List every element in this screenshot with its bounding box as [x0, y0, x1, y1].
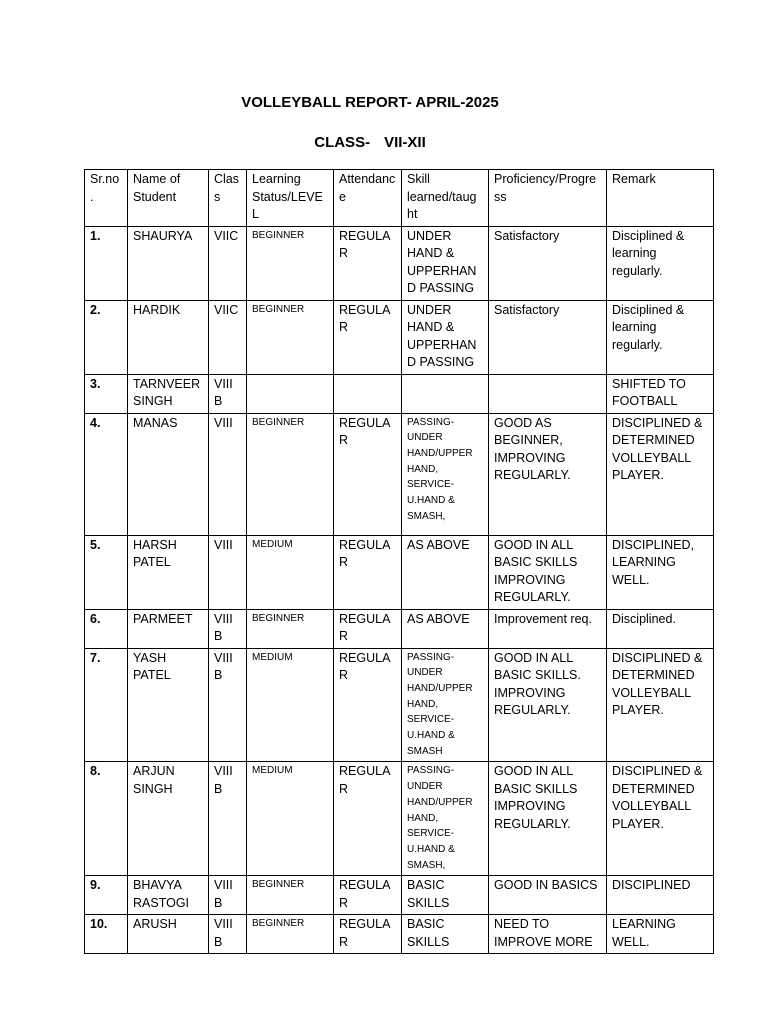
- cell-class: VIII B: [209, 762, 247, 876]
- cell-learning-level: BEGINNER: [247, 300, 334, 374]
- cell-proficiency: Satisfactory: [489, 300, 607, 374]
- cell-proficiency: NEED TO IMPROVE MORE: [489, 915, 607, 954]
- cell-attendance: REGULAR: [334, 915, 402, 954]
- cell-proficiency: GOOD IN ALL BASIC SKILLS IMPROVING REGULARLY.: [489, 535, 607, 609]
- cell-attendance: REGULAR: [334, 609, 402, 648]
- cell-remark: LEARNING WELL.: [607, 915, 714, 954]
- cell-learning-level: BEGINNER: [247, 609, 334, 648]
- cell-sr-no: 4.: [85, 413, 128, 535]
- cell-attendance: REGULAR: [334, 535, 402, 609]
- class-value: VII-XII: [384, 134, 426, 151]
- cell-remark: DISCIPLINED & DETERMINED VOLLEYBALL PLAYER.: [607, 762, 714, 876]
- cell-student-name: PARMEET: [128, 609, 209, 648]
- cell-learning-level: [247, 374, 334, 413]
- cell-remark: DISCIPLINED & DETERMINED VOLLEYBALL PLAYER.: [607, 413, 714, 535]
- cell-proficiency: GOOD IN ALL BASIC SKILLS IMPROVING REGULARLY.: [489, 762, 607, 876]
- cell-class: VIII B: [209, 876, 247, 915]
- cell-remark: SHIFTED TO FOOTBALL: [607, 374, 714, 413]
- cell-skill: PASSING-UNDER HAND/UPPER HAND, SERVICE-U.HAND & SMASH,: [402, 762, 489, 876]
- cell-student-name: YASH PATEL: [128, 648, 209, 762]
- cell-remark: DISCIPLINED: [607, 876, 714, 915]
- cell-attendance: REGULAR: [334, 226, 402, 300]
- cell-sr-no: 5.: [85, 535, 128, 609]
- cell-remark: Disciplined.: [607, 609, 714, 648]
- cell-sr-no: 1.: [85, 226, 128, 300]
- cell-attendance: REGULAR: [334, 300, 402, 374]
- cell-skill: BASIC SKILLS: [402, 915, 489, 954]
- cell-skill: AS ABOVE: [402, 535, 489, 609]
- cell-student-name: TARNVEER SINGH: [128, 374, 209, 413]
- cell-student-name: HARDIK: [128, 300, 209, 374]
- cell-skill: UNDER HAND & UPPERHAND PASSING: [402, 300, 489, 374]
- cell-sr-no: 9.: [85, 876, 128, 915]
- cell-class: VIII: [209, 535, 247, 609]
- table-row: [85, 876, 714, 915]
- table-row: [85, 535, 714, 609]
- cell-class: VIIC: [209, 226, 247, 300]
- cell-student-name: BHAVYA RASTOGI: [128, 876, 209, 915]
- header-class: Class: [209, 170, 247, 227]
- cell-proficiency: GOOD AS BEGINNER, IMPROVING REGULARLY.: [489, 413, 607, 535]
- cell-learning-level: BEGINNER: [247, 413, 334, 535]
- report-title: VOLLEYBALL REPORT- APRIL-2025: [241, 94, 499, 111]
- cell-student-name: SHAURYA: [128, 226, 209, 300]
- header-skill: Skill learned/taught: [402, 170, 489, 227]
- header-sr-no: Sr.no.: [85, 170, 128, 227]
- table-row: [85, 226, 714, 300]
- cell-learning-level: MEDIUM: [247, 648, 334, 762]
- cell-skill: AS ABOVE: [402, 609, 489, 648]
- header-student-name: Name of Student: [128, 170, 209, 227]
- cell-remark: DISCIPLINED, LEARNING WELL.: [607, 535, 714, 609]
- cell-attendance: REGULAR: [334, 648, 402, 762]
- cell-remark: DISCIPLINED & DETERMINED VOLLEYBALL PLAYER.: [607, 648, 714, 762]
- cell-remark: Disciplined & learning regularly.: [607, 300, 714, 374]
- class-label: CLASS-: [314, 134, 371, 151]
- cell-student-name: ARUSH: [128, 915, 209, 954]
- header-remark: Remark: [607, 170, 714, 227]
- table-row: [85, 609, 714, 648]
- table-row: [85, 300, 714, 374]
- cell-learning-level: BEGINNER: [247, 915, 334, 954]
- cell-proficiency: Satisfactory: [489, 226, 607, 300]
- cell-student-name: HARSH PATEL: [128, 535, 209, 609]
- cell-learning-level: MEDIUM: [247, 535, 334, 609]
- cell-proficiency: Improvement req.: [489, 609, 607, 648]
- cell-class: VIII B: [209, 648, 247, 762]
- report-table: [84, 169, 714, 954]
- cell-proficiency: GOOD IN BASICS: [489, 876, 607, 915]
- cell-sr-no: 8.: [85, 762, 128, 876]
- cell-class: VIII B: [209, 609, 247, 648]
- cell-proficiency: GOOD IN ALL BASIC SKILLS. IMPROVING REGULARLY.: [489, 648, 607, 762]
- cell-class: VIIC: [209, 300, 247, 374]
- cell-class: VIII B: [209, 915, 247, 954]
- cell-learning-level: BEGINNER: [247, 876, 334, 915]
- cell-sr-no: 7.: [85, 648, 128, 762]
- cell-attendance: REGULAR: [334, 413, 402, 535]
- cell-sr-no: 10.: [85, 915, 128, 954]
- class-heading: [0, 134, 740, 151]
- cell-attendance: [334, 374, 402, 413]
- header-proficiency: Proficiency/Progress: [489, 170, 607, 227]
- cell-class: VIII B: [209, 374, 247, 413]
- cell-sr-no: 3.: [85, 374, 128, 413]
- table-row: [85, 413, 714, 535]
- cell-skill: BASIC SKILLS: [402, 876, 489, 915]
- cell-learning-level: BEGINNER: [247, 226, 334, 300]
- table-row: [85, 762, 714, 876]
- cell-skill: PASSING-UNDER HAND/UPPER HAND, SERVICE-U.HAND & SMASH,: [402, 413, 489, 535]
- cell-student-name: ARJUN SINGH: [128, 762, 209, 876]
- cell-proficiency: [489, 374, 607, 413]
- cell-attendance: REGULAR: [334, 876, 402, 915]
- cell-learning-level: MEDIUM: [247, 762, 334, 876]
- cell-remark: Disciplined & learning regularly.: [607, 226, 714, 300]
- cell-skill: UNDER HAND & UPPERHAND PASSING: [402, 226, 489, 300]
- cell-sr-no: 2.: [85, 300, 128, 374]
- table-row: [85, 915, 714, 954]
- cell-student-name: MANAS: [128, 413, 209, 535]
- table-row: [85, 374, 714, 413]
- cell-skill: PASSING-UNDER HAND/UPPER HAND, SERVICE-U.HAND & SMASH: [402, 648, 489, 762]
- table-header-row: [85, 170, 714, 227]
- cell-skill: [402, 374, 489, 413]
- header-attendance: Attendance: [334, 170, 402, 227]
- cell-class: VIII: [209, 413, 247, 535]
- cell-attendance: REGULAR: [334, 762, 402, 876]
- table-row: [85, 648, 714, 762]
- cell-sr-no: 6.: [85, 609, 128, 648]
- header-learning-level: Learning Status/LEVEL: [247, 170, 334, 227]
